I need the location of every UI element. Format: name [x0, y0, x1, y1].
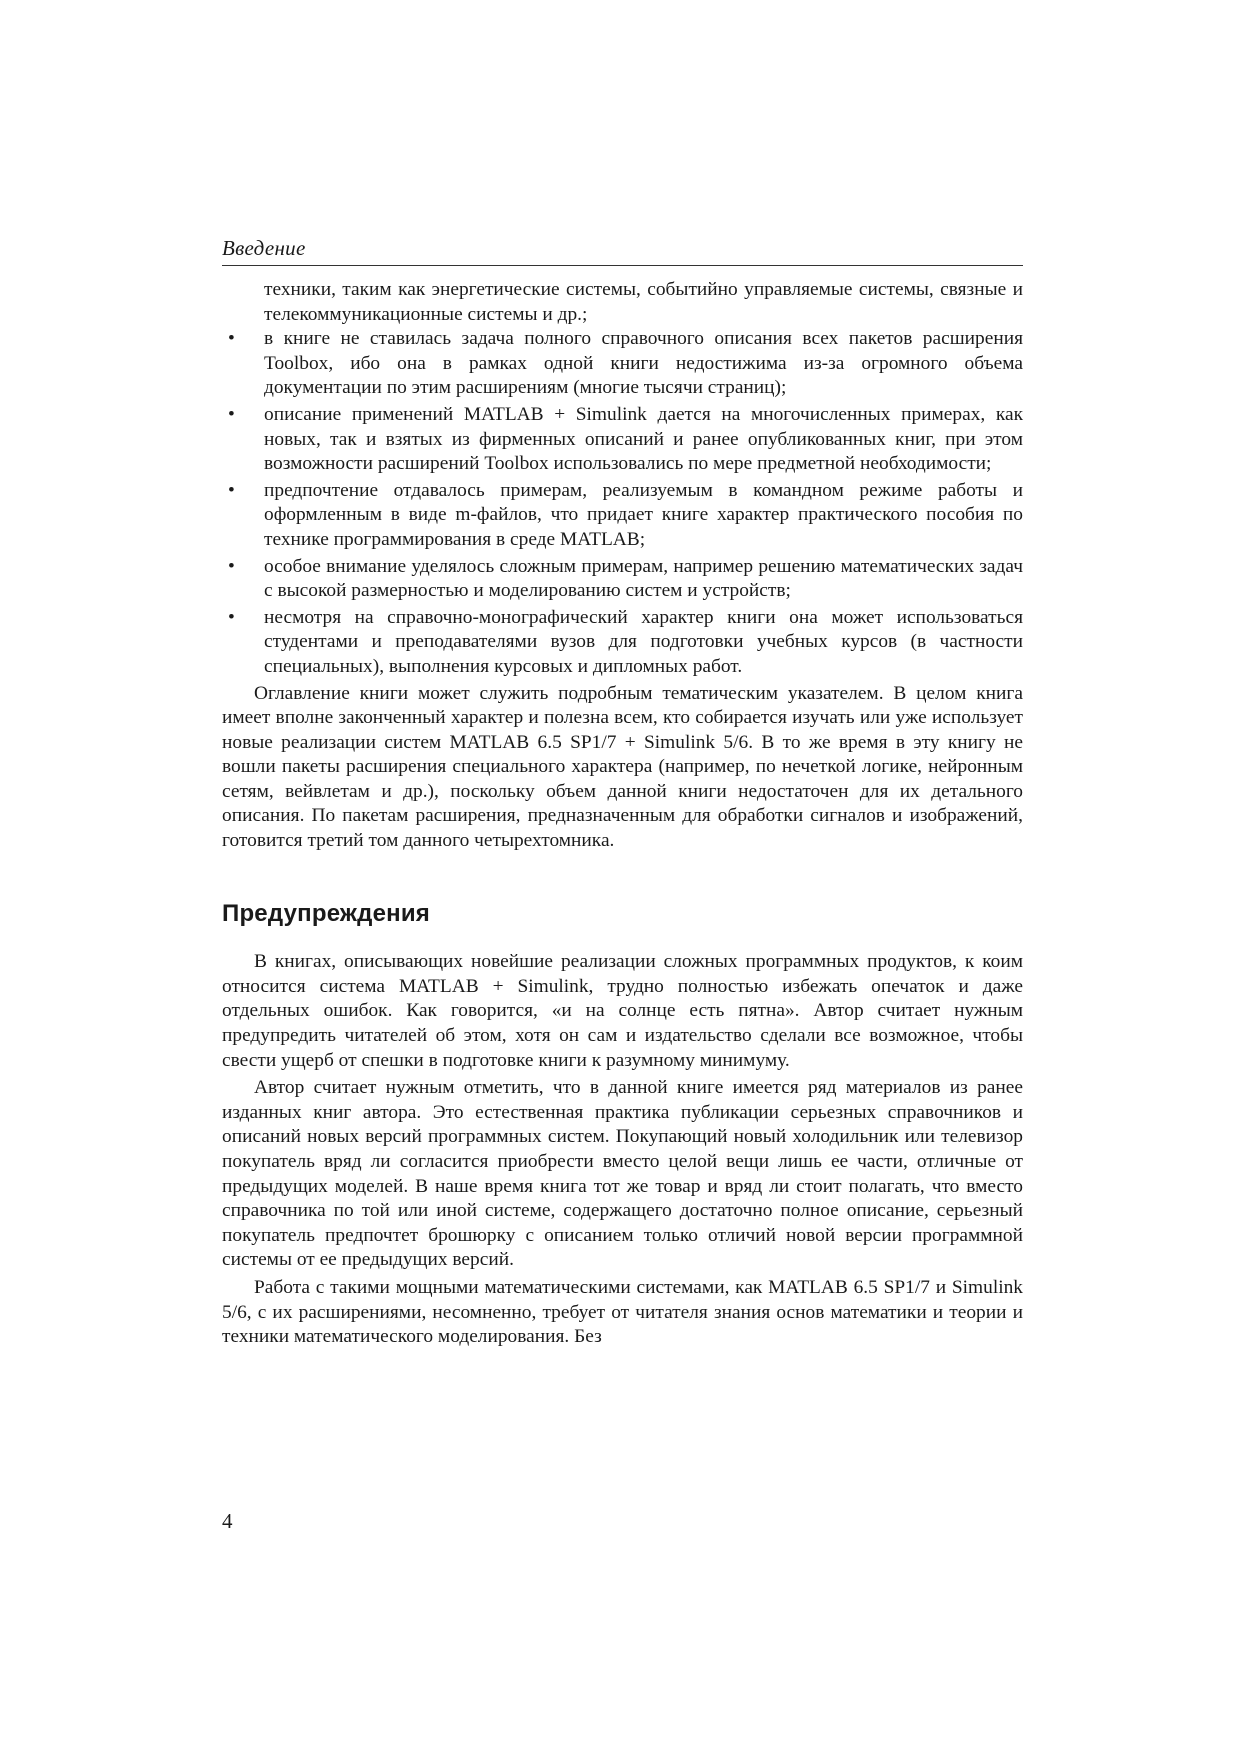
section-paragraph: В книгах, описывающих новейшие реализации сложных программных продуктов, к коим относится система MATLAB + Simulink, трудно полностью избежать опечаток и даже отдельных ошибок. Как говорится, «и на солнце есть пятна». Автор считает нужным предупредить читателей об этом, хотя он сам и издательство сделали все возможное, чтобы свести ущерб от спешки в подготовке книги к разумному минимуму.: [222, 951, 1023, 1071]
bullet-item: • в книге не ставилась задача полного справочного описания всех пакетов расширения Toolbox, ибо она в рамках одной книги недостижима из-за огромного объема документации по этим расширениям (многие тысячи страниц);: [222, 327, 1023, 401]
bullet-list: [222, 327, 1023, 679]
section-paragraph: Работа с такими мощными математическими системами, как MATLAB 6.5 SP1/7 и Simulink 5/6, с их расширениями, несомненно, требует от читателя знания основ математики и теории и техники математического моделирования. Без: [222, 1276, 1023, 1348]
running-head: Введение: [222, 236, 1023, 266]
page-number: 4: [222, 1509, 233, 1533]
bullet-item: • особое внимание уделялось сложным примерам, например решению математических задач с высокой размерностью и моделированию систем и устройств;: [222, 555, 1023, 604]
bullet-item: • предпочтение отдавалось примерам, реализуемым в командном режиме работы и оформленным в виде m-файлов, что придает книге характер практического пособия по технике программирования в среде MATLAB;: [222, 479, 1023, 553]
bullet-item: • несмотря на справочно-монографический характер книги она может использоваться студентами и преподавателями вузов для подготовки учебных курсов (в частности специальных), выполнения курсовых и дипломных работ.: [222, 606, 1023, 680]
page-body: [222, 278, 1023, 1353]
list-continuation: техники, таким как энергетические системы, событийно управляемые системы, связные и телекоммуникационные системы и др.;: [264, 279, 1023, 325]
section-paragraph: Автор считает нужным отметить, что в данной книге имеется ряд материалов из ранее изданных книг автора. Это естественная практика публикации серьезных справочников и описаний новых версий программных систем. Покупающий новый холодильник или телевизор покупатель вряд ли согласится приобрести вместо целой вещи лишь ее части, отличные от предыдущих моделей. В наше время книга тот же товар и вряд ли стоит полагать, что вместо справочника по той или иной системе, содержащего достаточно полное описание, серьезный покупатель предпочтет брошюрку с описанием только отличий новой версии программной системы от ее предыдущих версий.: [222, 1077, 1023, 1271]
section-heading: Предупреждения: [222, 899, 430, 927]
intro-paragraph: Оглавление книги может служить подробным тематическим указателем. В целом книга имеет вполне законченный характер и полезна всем, кто собирается изучать или уже использует новые реализации систем MATLAB 6.5 SP1/7 + Simulink 5/6. В то же время в эту книгу не вошли пакеты расширения специального характера (например, по нечеткой логике, нейронным сетям, вейвлетам и др.), поскольку объем данной книги недостаточен для их детального описания. По пакетам расширения, предназначенным для обработки сигналов и изображений, готовится третий том данного четырехтомника.: [222, 682, 1023, 852]
bullet-item: • описание применений MATLAB + Simulink дается на многочисленных примерах, как новых, так и взятых из фирменных описаний и ранее опубликованных книг, при этом возможности расширений Toolbox использовались по мере предметной необходимости;: [222, 403, 1023, 477]
